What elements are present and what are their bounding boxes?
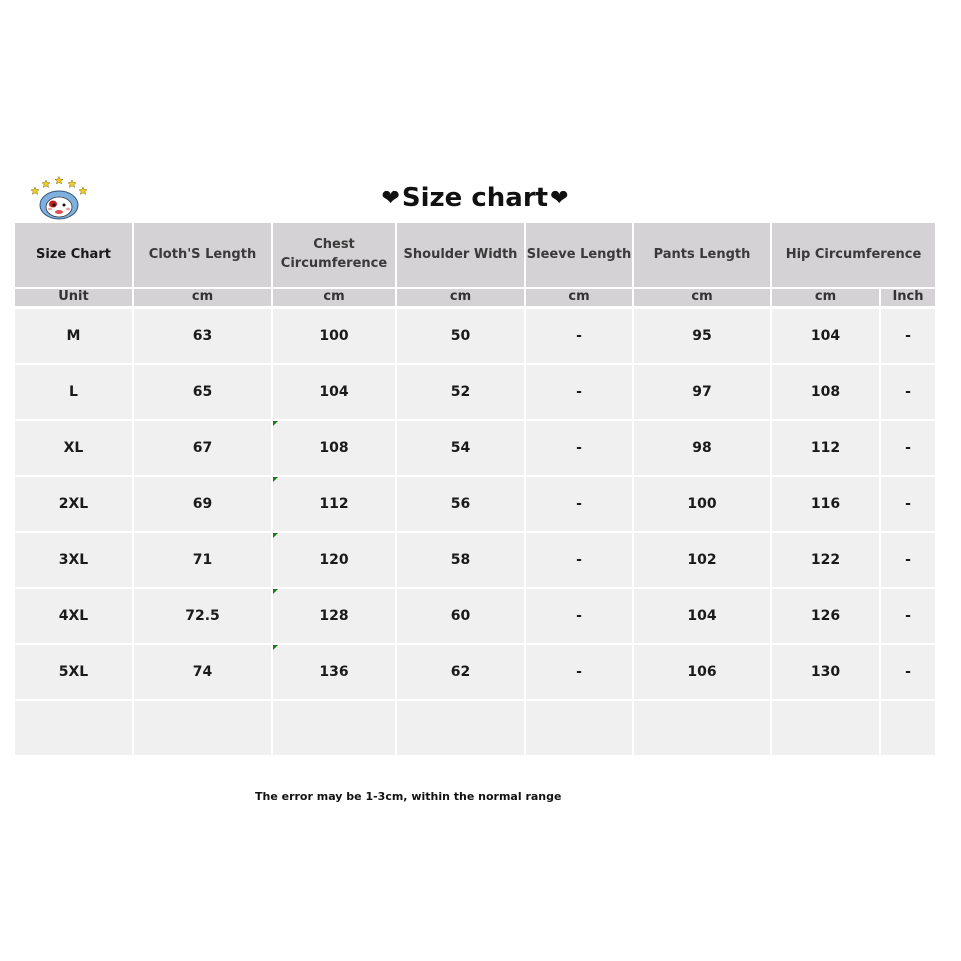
- value-cell: 122: [772, 533, 879, 587]
- header-cell: Sleeve Length: [526, 223, 632, 287]
- heart-left-icon: ❤: [381, 185, 400, 211]
- value-cell: 108: [273, 421, 395, 475]
- value-cell: -: [881, 365, 935, 419]
- unit-cell: Inch: [881, 289, 935, 306]
- header-cell: Shoulder Width: [397, 223, 524, 287]
- size-label-cell: 3XL: [15, 533, 132, 587]
- unit-cell: Unit: [15, 289, 132, 306]
- cell-comment-marker: [273, 533, 278, 538]
- unit-cell: cm: [134, 289, 271, 306]
- value-cell: 71: [134, 533, 271, 587]
- value-cell: 108: [772, 365, 879, 419]
- value-cell: 136: [273, 645, 395, 699]
- value-cell: 112: [772, 421, 879, 475]
- cartoon-mascot-icon: [30, 176, 88, 220]
- cell-comment-marker: [273, 421, 278, 426]
- cell-comment-marker: [273, 589, 278, 594]
- header-cell: Pants Length: [634, 223, 770, 287]
- value-cell: [881, 701, 935, 755]
- value-cell: -: [526, 421, 632, 475]
- cell-comment-marker: [273, 477, 278, 482]
- value-cell: 95: [634, 309, 770, 363]
- value-cell: 62: [397, 645, 524, 699]
- value-cell: -: [526, 533, 632, 587]
- value-cell: [526, 701, 632, 755]
- value-cell: -: [881, 309, 935, 363]
- size-label-cell: [15, 701, 132, 755]
- value-cell: 65: [134, 365, 271, 419]
- header-cell: Hip Circumference: [772, 223, 935, 287]
- value-cell: 104: [634, 589, 770, 643]
- size-label-cell: 5XL: [15, 645, 132, 699]
- value-cell: 126: [772, 589, 879, 643]
- value-cell: 54: [397, 421, 524, 475]
- size-label-cell: M: [15, 309, 132, 363]
- value-cell: 128: [273, 589, 395, 643]
- value-cell: 112: [273, 477, 395, 531]
- value-cell: 60: [397, 589, 524, 643]
- heart-right-icon: ❤: [550, 185, 569, 211]
- value-cell: 50: [397, 309, 524, 363]
- value-cell: 69: [134, 477, 271, 531]
- value-cell: -: [526, 309, 632, 363]
- size-label-cell: L: [15, 365, 132, 419]
- value-cell: 106: [634, 645, 770, 699]
- unit-cell: cm: [397, 289, 524, 306]
- title-text: Size chart: [401, 183, 549, 213]
- error-note: The error may be 1-3cm, within the normal range: [255, 790, 562, 803]
- value-cell: 52: [397, 365, 524, 419]
- value-cell: 97: [634, 365, 770, 419]
- size-label-cell: XL: [15, 421, 132, 475]
- value-cell: 63: [134, 309, 271, 363]
- value-cell: 104: [772, 309, 879, 363]
- value-cell: 67: [134, 421, 271, 475]
- value-cell: -: [526, 589, 632, 643]
- value-cell: [273, 701, 395, 755]
- unit-cell: cm: [526, 289, 632, 306]
- value-cell: -: [881, 589, 935, 643]
- value-cell: -: [526, 365, 632, 419]
- value-cell: 72.5: [134, 589, 271, 643]
- value-cell: 120: [273, 533, 395, 587]
- value-cell: 74: [134, 645, 271, 699]
- value-cell: 100: [634, 477, 770, 531]
- unit-cell: cm: [634, 289, 770, 306]
- value-cell: 130: [772, 645, 879, 699]
- value-cell: 58: [397, 533, 524, 587]
- value-cell: [772, 701, 879, 755]
- value-cell: [397, 701, 524, 755]
- value-cell: -: [881, 421, 935, 475]
- header-cell: Size Chart: [15, 223, 132, 287]
- value-cell: 102: [634, 533, 770, 587]
- cell-comment-marker: [273, 645, 278, 650]
- page-title: [370, 178, 580, 218]
- size-label-cell: 2XL: [15, 477, 132, 531]
- value-cell: 116: [772, 477, 879, 531]
- value-cell: 104: [273, 365, 395, 419]
- value-cell: -: [526, 645, 632, 699]
- header-cell: Chest Circumference: [273, 223, 395, 287]
- value-cell: -: [526, 477, 632, 531]
- value-cell: 56: [397, 477, 524, 531]
- value-cell: -: [881, 533, 935, 587]
- value-cell: [634, 701, 770, 755]
- value-cell: -: [881, 477, 935, 531]
- unit-cell: cm: [772, 289, 879, 306]
- value-cell: -: [881, 645, 935, 699]
- value-cell: 98: [634, 421, 770, 475]
- size-label-cell: 4XL: [15, 589, 132, 643]
- value-cell: 100: [273, 309, 395, 363]
- header-cell: Cloth'S Length: [134, 223, 271, 287]
- value-cell: [134, 701, 271, 755]
- unit-cell: cm: [273, 289, 395, 306]
